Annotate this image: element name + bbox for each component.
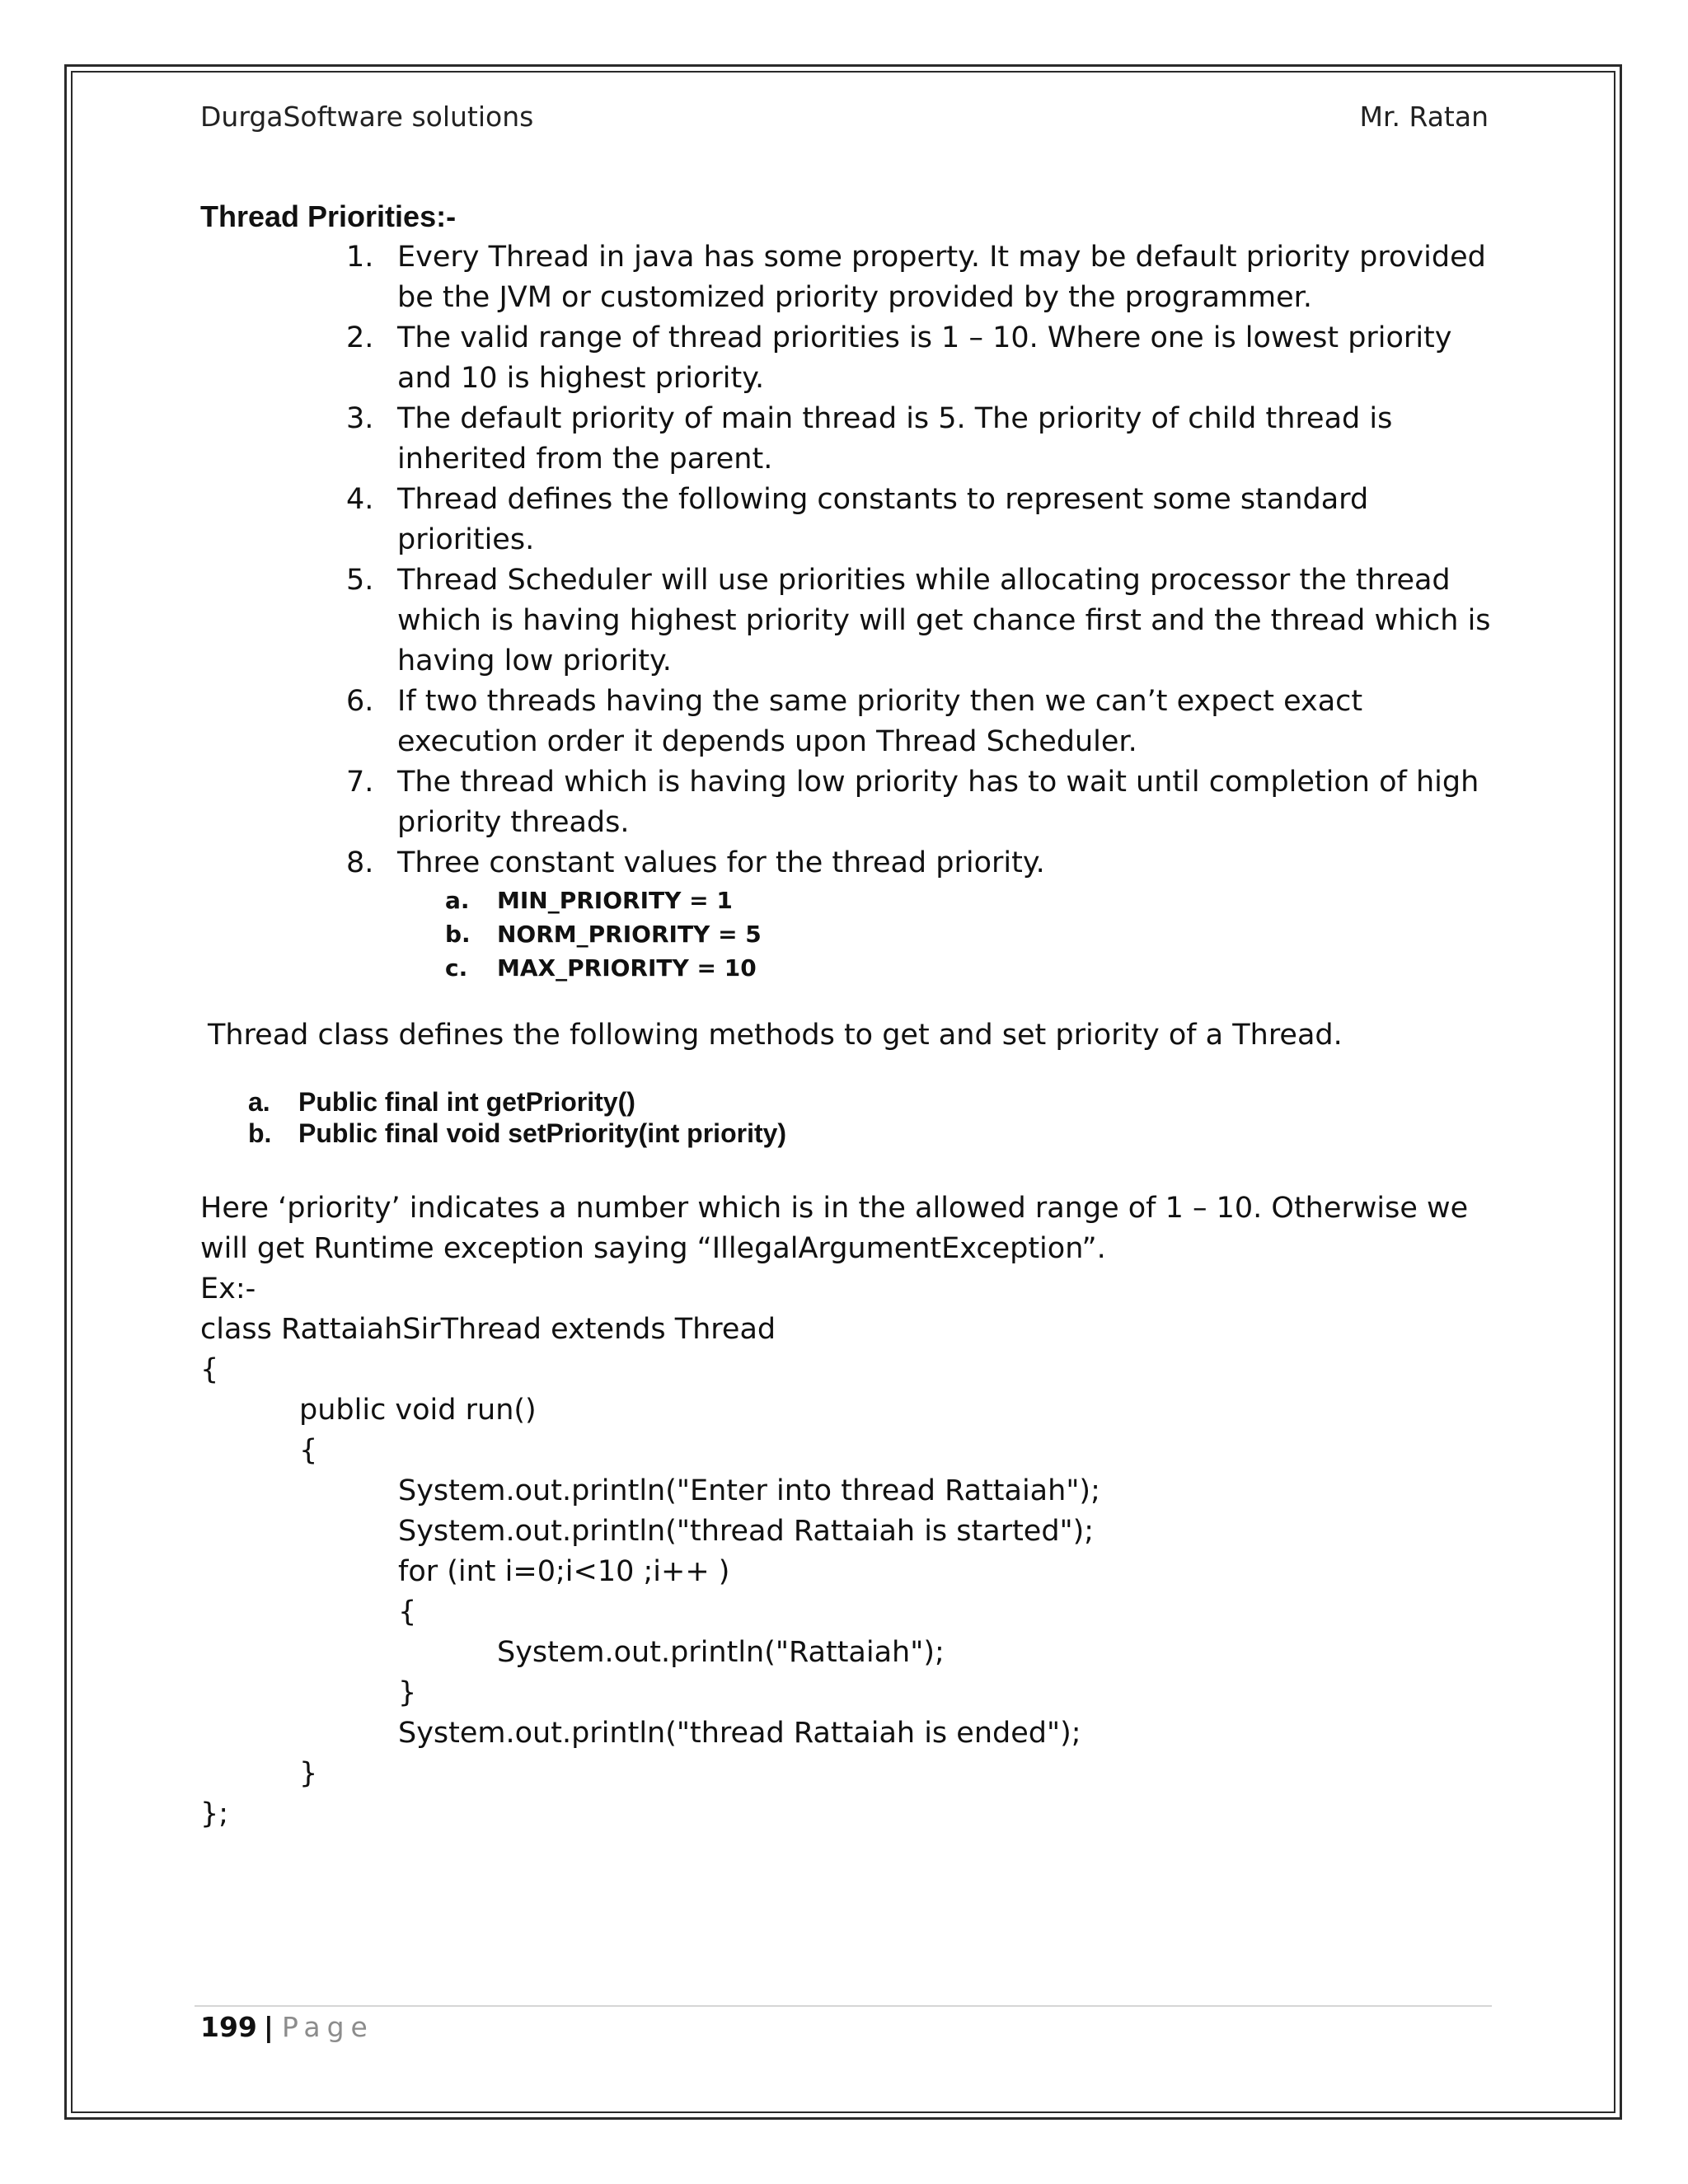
methods-intro-text: Thread class defines the following methods to get and set priority of a Thread. [208,1019,1343,1052]
code-line: { [200,1353,219,1386]
list-marker: 6. [346,685,374,718]
list-marker: 8. [346,846,374,879]
header-author: Mr. Ratan [1359,101,1489,133]
header-company: DurgaSoftware solutions [200,101,534,133]
method-text: Public final void setPriority(int priority) [298,1118,787,1148]
list-marker: a. [248,1087,270,1117]
list-item-text: If two threads having the same priority then we can’t expect exact execution order it depends upon Thread Scheduler. [397,685,1363,758]
list-item-text: The thread which is having low priority has to wait until completion of high priority threads. [397,766,1479,839]
range-paragraph: Here ‘priority’ indicates a number which is in the allowed range of 1 – 10. Otherwise we will get Runtime exception saying “IllegalArgumentException”. [200,1192,1469,1265]
list-marker: 7. [346,766,374,799]
footer-divider [195,2005,1492,2007]
list-marker: a. [445,887,470,914]
code-line: { [398,1596,417,1629]
list-marker: b. [445,921,471,948]
list-item [346,682,1500,762]
section-title: Thread Priorities:- [200,199,457,233]
list-item [346,399,1500,480]
priority-constants-list [445,883,762,985]
priority-points-list [346,237,1500,883]
list-item [346,480,1500,560]
page-label: Page [281,2011,374,2043]
code-line: System.out.println("Rattaiah"); [497,1636,945,1669]
list-item [346,843,1500,883]
list-item [346,237,1500,318]
code-line: System.out.println("Enter into thread Rattaiah"); [398,1474,1100,1507]
code-line: }; [200,1797,229,1830]
code-line: System.out.println("thread Rattaiah is ended"); [398,1717,1081,1750]
method-text: Public final int getPriority() [298,1087,635,1117]
list-item-text: Thread defines the following constants to represent some standard priorities. [397,483,1369,556]
list-item-text: The valid range of thread priorities is 1 – 10. Where one is lowest priority and 10 is highest priority. [397,321,1452,395]
constant-text: MIN_PRIORITY = 1 [497,887,733,914]
list-item [346,762,1500,843]
method-item [248,1118,786,1149]
list-marker: 5. [346,564,374,597]
code-line: } [398,1676,417,1709]
list-item-text: Three constant values for the thread priority. [397,846,1045,879]
code-example [200,1269,1100,1835]
list-item-text: Every Thread in java has some property. It may be default priority provided be the JVM or customized priority provided by the programmer. [397,241,1486,314]
method-item [248,1086,786,1118]
constant-text: NORM_PRIORITY = 5 [497,921,762,948]
example-label: Ex:- [200,1272,256,1305]
list-marker: 3. [346,402,374,435]
code-line: class RattaiahSirThread extends Thread [200,1313,776,1346]
code-line: { [299,1434,318,1467]
code-line: System.out.println("thread Rattaiah is started"); [398,1515,1095,1548]
constant-text: MAX_PRIORITY = 10 [497,954,757,982]
list-item-text: The default priority of main thread is 5. The priority of child thread is inherited from the parent. [397,402,1393,476]
constant-item [445,883,762,917]
list-marker: 1. [346,241,374,274]
code-line: } [299,1757,318,1790]
list-item [346,318,1500,399]
code-line: public void run() [299,1394,537,1427]
list-marker: b. [248,1118,272,1148]
page-number: 199 [200,2011,257,2043]
priority-methods-list [248,1086,786,1149]
code-line: for (int i=0;i<10 ;i++ ) [398,1555,730,1588]
list-marker: 4. [346,483,374,516]
footer-separator: | [263,2011,274,2043]
list-marker: 2. [346,321,374,354]
list-item-text: Thread Scheduler will use priorities while allocating processor the thread which is having highest priority will get chance first and the thread which is having low priority. [397,564,1491,677]
page-footer [200,2011,374,2043]
constant-item [445,951,762,985]
constant-item [445,917,762,951]
list-marker: c. [445,954,468,982]
list-item [346,560,1500,682]
